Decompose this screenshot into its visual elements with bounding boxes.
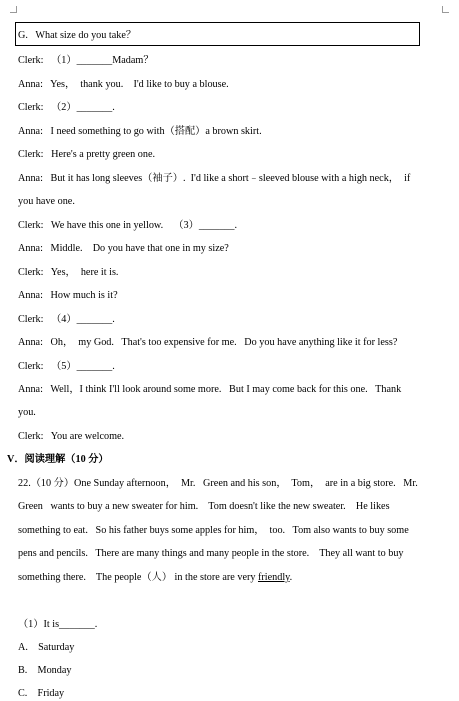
- dialogue-line: Anna: Well，I think I'll look around some more. But I may come back for this one. Thank: [18, 384, 402, 395]
- passage-line: something there. The people（人） in the store are very: [18, 572, 258, 583]
- dialogue-line: Clerk: Here's a pretty green one.: [18, 149, 156, 160]
- margin-corner-left: [10, 6, 17, 13]
- dialogue-line: Clerk: Yes， here it is.: [18, 267, 119, 278]
- dialogue-line: Clerk: （2）_______.: [18, 102, 115, 113]
- dialogue-line: Clerk: You are welcome.: [18, 431, 125, 442]
- dialogue-line: Clerk: （4）_______.: [18, 314, 115, 325]
- underlined-word: friendly: [258, 572, 290, 583]
- passage-line: something to eat. So his father buys some apples for him， too. Tom also wants to buy some: [18, 525, 409, 536]
- passage-last-line: [18, 571, 292, 584]
- answer-choice: C. Friday: [18, 688, 65, 699]
- answer-choice: A. Saturday: [18, 642, 75, 653]
- section-heading: V．阅读理解（10 分）: [7, 454, 109, 465]
- passage-line: Green wants to buy a new sweater for him. Tom doesn't like the new sweater. He likes: [18, 501, 390, 512]
- dialogue-line: you.: [18, 407, 36, 418]
- question-text: （1）It is_______.: [18, 619, 98, 630]
- dialogue-line: you have one.: [18, 196, 75, 207]
- passage-line: pens and pencils. There are many things and many people in the store. They all want to buy: [18, 548, 404, 559]
- dialogue-line: Anna: Yes， thank you. I'd like to buy a blouse.: [18, 79, 229, 90]
- dialogue-line: Anna: Middle. Do you have that one in my size?: [18, 243, 229, 254]
- dialogue-line: Anna: How much is it?: [18, 290, 118, 301]
- dialogue-line: Clerk: We have this one in yellow. （3）_______.: [18, 220, 238, 231]
- dialogue-line: Anna: But it has long sleeves（袖子）. I'd like a short﹣sleeved blouse with a high neck， if: [18, 173, 411, 184]
- dialogue-line: Clerk: （5）_______.: [18, 361, 115, 372]
- passage-line: 22.（10 分）One Sunday afternoon， Mr. Green and his son， Tom， are in a big store. Mr.: [18, 478, 418, 489]
- dialogue-line: Anna: I need something to go with（搭配）a brown skirt.: [18, 126, 262, 137]
- dialogue-line: Anna: Oh， my God. That's too expensive for me. Do you have anything like it for less?: [18, 337, 398, 348]
- passage-end: .: [289, 572, 293, 583]
- answer-choice: B. Monday: [18, 665, 72, 676]
- margin-corner-right: [442, 6, 449, 13]
- option-g-text: G. What size do you take？: [18, 30, 137, 41]
- dialogue-line: Clerk: （1）_______Madam？: [18, 55, 154, 66]
